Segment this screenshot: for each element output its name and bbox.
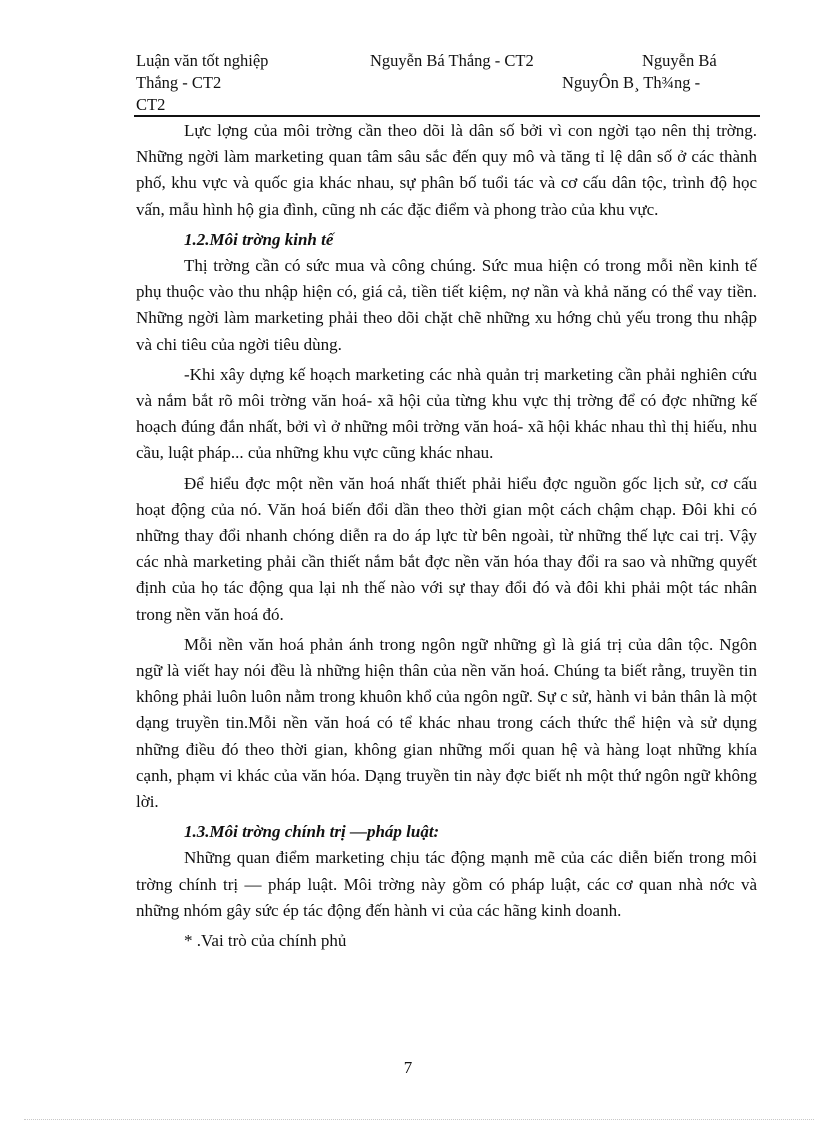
header-author-continued: Thắng - CT2 [136,73,222,92]
paragraph-purchasing-power: Thị trờng cần có sức mua và công chúng. Sức mua hiện có trong mỗi nền kinh tế phụ thuộc vào thu nhập hiện có, giá cả, tiền tiết kiệm, nợ nần và khả năng có thể vay tiền. Những ngời làm marketing phải theo dõi chặt chẽ những xu hớng chủ yếu trong thu nhập và chi tiêu của ngời tiêu dùng. [136,256,757,354]
paragraph-language: Mỗi nền văn hoá phản ánh trong ngôn ngữ những gì là giá trị của dân tộc. Ngôn ngữ là viết hay nói đều là những hiện thân của nền văn hoá. Chúng ta biết rằng, truyền tin không phải luôn luôn nằm trong khuôn khổ của ngôn ngữ. Sự c sử, hành vi bản thân là một dạng truyền tin.Mỗi nền văn hoá có tể khác nhau trong cách thức thể hiện và sử dụng những điều đó theo thời gian, không gian những mối quan hệ và hàng loạt những khía cạnh, phạm vi khác của văn hóa. Dạng truyền tin này đợc biết nh một thứ ngôn ngữ không lời. [136,634,757,812]
page-number: 7 [403,1058,413,1077]
footer-dotted-line [24,1119,814,1120]
paragraph-political-legal: Những quan điểm marketing chịu tác động mạnh mẽ của các diễn biến trong môi trờng chính trị — pháp luật. Môi trờng này gồm có pháp luật, các cơ quan nhà nớc và những nhóm gây sức ép tác động đến hành vi của các hãng kinh doanh. [136,848,757,920]
header-class-code: CT2 [136,95,166,114]
section-heading-economic: 1.2.Môi trờng kinh tế [184,229,334,249]
document-body [136,118,757,954]
paragraph-government-role: * .Vai trò của chính phủ [184,931,347,951]
paragraph-cultural-origin: Để hiểu đợc một nền văn hoá nhất thiết phải hiểu đợc nguồn gốc lịch sử, cơ cấu hoạt động của nó. Văn hoá biến đổi dần theo thời gian một cách chậm chạp. Đôi khi có những thay đổi nhanh chóng diễn ra do áp lực từ bên ngoài, từ những thế lực cai trị. Vậy các nhà marketing phải cần thiết nắm bắt đợc nền văn hóa thay đổi ra sao và những quyết định của họ tác động qua lại nh thế nào với sự thay đổi đó và đôi khi phải một tác nhân trong nền văn hoá đó. [136,473,757,624]
header-thesis-label: Luận văn tốt nghiệp [136,51,269,70]
header-author-center: Nguyễn Bá Thắng - CT2 [370,51,534,70]
paragraph-population: Lực lợng của môi trờng cần theo dõi là dân số bởi vì con ngời tạo nên thị trờng. Những ngời làm marketing quan tâm sâu sắc đến quy mô và tăng tỉ lệ dân số ở các thành phố, khu vực và quốc gia khác nhau, sự phân bố tuổi tác và cơ cấu dân tộc, trình độ học vấn, mẫu hình hộ gia đình, cũng nh các đặc điểm và phong trào của khu vực. [136,121,757,219]
page-header [136,50,760,116]
section-heading-political-legal: 1.3.Môi trờng chính trị —pháp luật: [184,822,440,842]
paragraph-cultural-planning: -Khi xây dựng kế hoạch marketing các nhà quản trị marketing cần phải nghiên cứu và nắm bắt rõ môi trờng văn hoá- xã hội của từng khu vực thị trờng để có đợc những kế hoạch đúng đắn nhất, bởi vì ở những môi trờng văn hoá- xã hội khác nhau thì thị hiếu, nhu cầu, luật pháp... của những khu vực cũng khác nhau. [136,364,757,463]
header-author-garbled: NguyÔn B¸ Th¾ng - [562,73,701,92]
header-author-right: Nguyễn Bá [642,51,717,70]
header-divider [134,115,760,117]
